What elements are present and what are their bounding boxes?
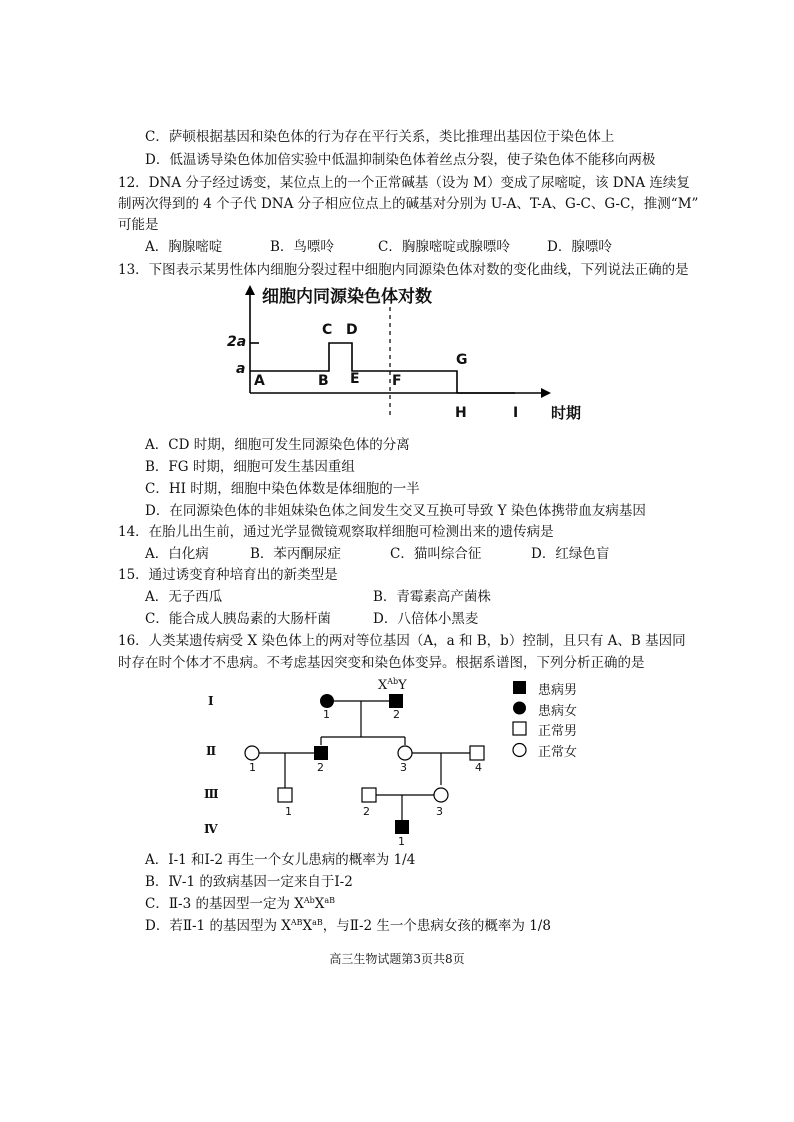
pedigree-num-I1: 1: [323, 708, 330, 721]
pedigree-I1-affected-female: [320, 694, 334, 708]
pedigree-III1-normal-male: [278, 788, 292, 802]
q13-option-a: A．CD 时期，细胞可发生同源染色体的分离: [145, 437, 410, 453]
legend-affected-female: 患病女: [538, 704, 578, 719]
pedigree-num-III2: 2: [363, 805, 370, 818]
legend-normal-female-icon: [513, 744, 526, 757]
q16-stem-2: 时存在时个体才不患病。不考虑基因突变和染色体变异。根据系谱图，下列分析正确的是: [118, 655, 645, 671]
q14-option-c: C．猫叫综合征: [390, 546, 482, 562]
q13-option-d: D．在同源染色体的非姐妹染色体之间发生交叉互换可导致 Y 染色体携带血友病基因: [145, 503, 646, 519]
q13-option-b: B．FG 时期，细胞可发生基因重组: [145, 459, 355, 475]
q15-option-c: C．能合成人胰岛素的大肠杆菌: [145, 611, 331, 627]
pedigree-num-II1: 1: [249, 761, 256, 774]
pedigree-num-II3: 3: [400, 761, 407, 774]
q16-option-c: C．Ⅱ-3 的基因型一定为 $X^{Ab}X^{aB}$: [145, 896, 336, 912]
graph-x-label: 时期: [551, 404, 582, 422]
graph-label-2a: 2a: [227, 334, 247, 350]
q12-option-b: B．鸟嘌呤: [270, 239, 334, 255]
q15-option-a: A．无子西瓜: [145, 589, 223, 605]
q13-option-c: C．HI 时期，细胞中染色体数是体细胞的一半: [145, 481, 420, 497]
pedigree-num-II4: 4: [475, 761, 482, 774]
graph-label-E: E: [350, 371, 360, 387]
q12-option-d: D．腺嘌呤: [547, 239, 612, 255]
q12-option-a: A．胸腺嘧啶: [145, 239, 223, 255]
q14-option-d: D．红绿色盲: [531, 546, 610, 562]
pedigree-num-III3: 3: [436, 805, 443, 818]
pedigree-genotype-label: $X^{Ab}Y$: [378, 677, 407, 693]
pedigree-chart: [235, 685, 495, 845]
homologous-pairs-graph: [225, 285, 555, 425]
graph-label-G: G: [456, 352, 468, 368]
pedigree-II1-normal-female: [245, 746, 259, 760]
q12-option-c: C．胸腺嘧啶或腺嘌呤: [378, 239, 510, 255]
pedigree-II4-normal-male: [470, 746, 484, 760]
q15-stem: 15．通过诱变育种培育出的新类型是: [118, 567, 338, 583]
q14-stem: 14．在胎儿出生前，通过光学显微镜观察取样细胞可检测出来的遗传病是: [118, 524, 554, 540]
graph-label-a: a: [236, 361, 246, 377]
pedigree-IV1-affected-male: [395, 820, 409, 834]
pedigree-III2-normal-male: [362, 788, 376, 802]
legend-affected-male-icon: [513, 681, 526, 694]
pedigree-III3-normal-female: [434, 788, 448, 802]
pedigree-gen-III: Ⅲ: [204, 787, 219, 801]
option-c-sutton: C．萨顿根据基因和染色体的行为存在平行关系，类比推理出基因位于染色体上: [145, 129, 615, 145]
legend-normal-female: 正常女: [538, 745, 578, 760]
pedigree-gen-I: Ⅰ: [208, 694, 214, 708]
pedigree-gen-IV: Ⅳ: [204, 822, 218, 836]
q16-option-d: D．若Ⅱ-1 的基因型为 $X^{AB}X^{aB}$，与Ⅱ-2 生一个患病女孩的概率为 1/8: [145, 918, 551, 934]
page-footer: 高三生物试题第3页共8页: [329, 952, 465, 966]
q15-option-b: B．青霉素高产菌株: [373, 589, 491, 605]
q12-stem-1: 12．DNA 分子经过诱变，某位点上的一个正常碱基（设为 M）变成了尿嘧啶，该 DNA 连续复: [118, 175, 690, 191]
pedigree-I2-affected-male: [389, 694, 403, 708]
pedigree-num-I2: 2: [393, 708, 400, 721]
graph-y-arrow: [245, 285, 255, 295]
graph-label-D: D: [346, 322, 358, 338]
pedigree-num-III1: 1: [285, 805, 292, 818]
q13-stem: 13．下图表示某男性体内细胞分裂过程中细胞内同源染色体对数的变化曲线，下列说法正确的是: [118, 262, 689, 278]
graph-x-arrow: [541, 388, 551, 398]
graph-label-B: B: [318, 373, 329, 389]
legend-affected-male: 患病男: [538, 683, 578, 698]
pedigree-num-II2: 2: [317, 761, 324, 774]
pedigree-II2-affected-male: [314, 746, 328, 760]
q16-stem-1: 16．人类某遗传病受 X 染色体上的两对等位基因（A，a 和 B，b）控制，且只有 A、B 基因同: [118, 633, 686, 649]
graph-label-F: F: [392, 373, 402, 389]
q15-option-d: D．八倍体小黑麦: [373, 611, 479, 627]
graph-label-H: H: [455, 405, 467, 421]
q16-option-a: A．Ⅰ-1 和Ⅰ-2 再生一个女儿患病的概率为 1/4: [145, 852, 416, 868]
pedigree-gen-II: Ⅱ: [206, 744, 217, 758]
graph-label-I: I: [513, 405, 519, 421]
graph-label-C: C: [322, 322, 333, 338]
pedigree-legend-symbols: [512, 680, 532, 770]
option-d-low-temp: D．低温诱导染色体加倍实验中低温抑制染色体着丝点分裂，使子染色体不能移向两极: [145, 152, 656, 168]
pedigree-II3-normal-female: [398, 746, 412, 760]
pedigree-num-IV1: 1: [398, 835, 405, 848]
q14-option-a: A．白化病: [145, 546, 209, 562]
q14-option-b: B．苯丙酮尿症: [250, 546, 341, 562]
graph-label-A: A: [254, 373, 265, 389]
legend-normal-male-icon: [513, 722, 526, 735]
legend-normal-male: 正常男: [538, 724, 578, 739]
legend-affected-female-icon: [513, 702, 526, 715]
q12-stem-3: 可能是: [118, 217, 159, 233]
graph-title: 细胞内同源染色体对数: [262, 287, 432, 307]
q16-option-b: B．Ⅳ-1 的致病基因一定来自于Ⅰ-2: [145, 874, 353, 890]
q12-stem-2: 制两次得到的 4 个子代 DNA 分子相应位点上的碱基对分别为 U-A、T-A、G-C、G-C，推测“M”: [118, 196, 699, 212]
